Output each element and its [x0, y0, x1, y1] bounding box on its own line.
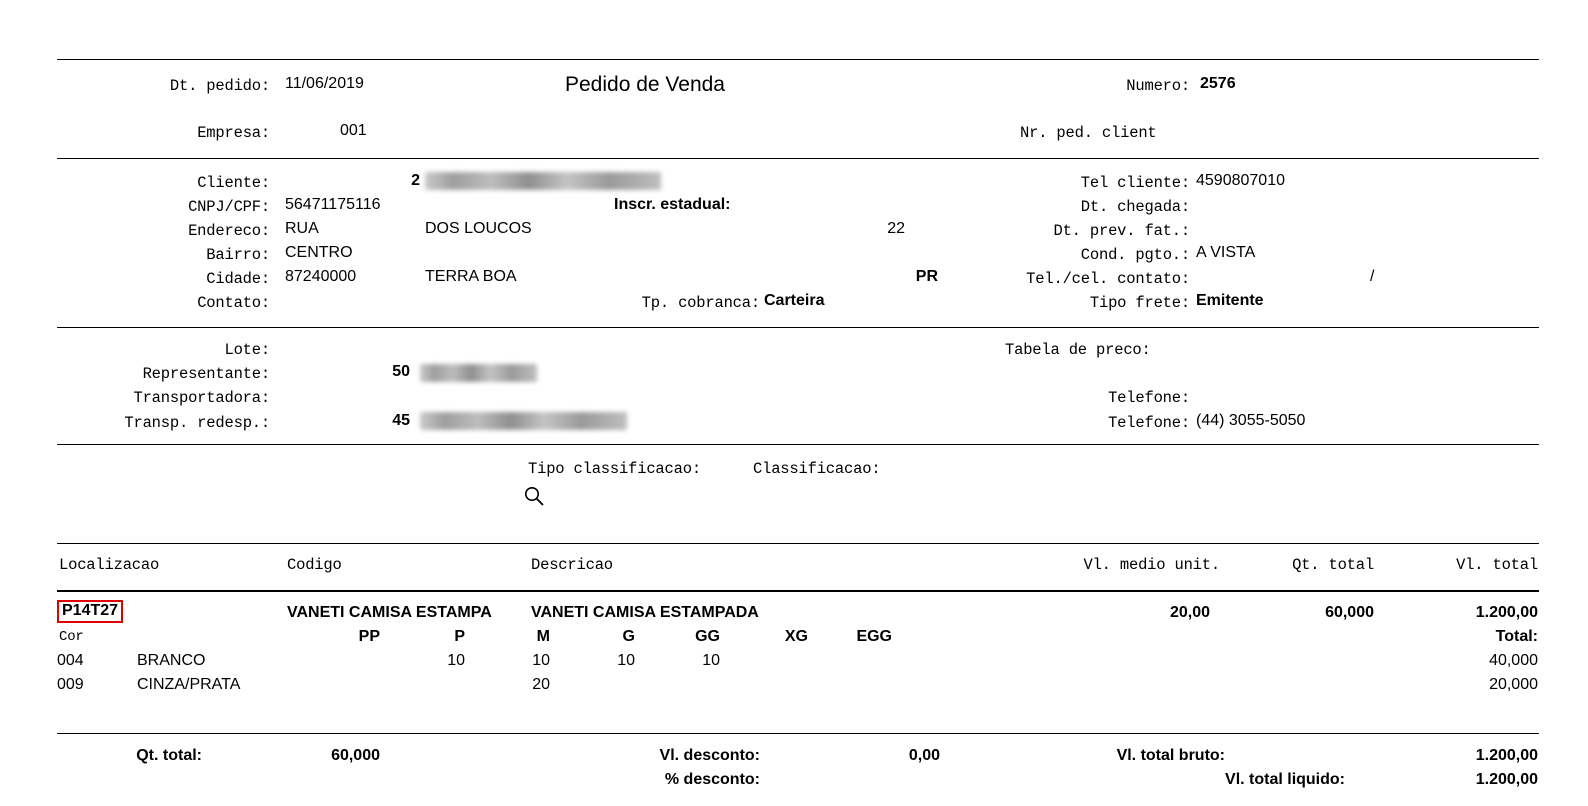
grade-row-code-1: 009 — [57, 676, 84, 693]
tel-cel-contato-label: Tel./cel. contato: — [1026, 270, 1190, 288]
endereco-label: Endereco: — [188, 222, 270, 240]
endereco-numero: 22 — [887, 220, 905, 237]
qt-total-label: Qt. total: — [136, 747, 202, 764]
lote-label: Lote: — [224, 341, 270, 359]
grade-row-code-0: 004 — [57, 652, 84, 669]
size-m: M — [536, 628, 550, 645]
divider-after-client — [57, 327, 1539, 328]
numero-label: Numero: — [1126, 77, 1190, 95]
page-title: Pedido de Venda — [565, 73, 725, 96]
grade-qty-0-m: 10 — [532, 652, 550, 669]
size-egg: EGG — [856, 628, 892, 645]
cnpj-label: CNPJ/CPF: — [188, 198, 270, 216]
vl-desconto-label: Vl. desconto: — [659, 747, 760, 764]
vl-total-liquido-label: Vl. total liquido: — [1225, 771, 1345, 788]
grade-qty-0-p: 10 — [447, 652, 465, 669]
endereco-street: DOS LOUCOS — [425, 220, 532, 237]
dt-pedido-value: 11/06/2019 — [285, 75, 364, 92]
bairro-value: CENTRO — [285, 244, 353, 261]
size-p: P — [454, 628, 465, 645]
grade-row-color-1: CINZA/PRATA — [137, 676, 241, 693]
transp-redesp-label: Transp. redesp.: — [124, 414, 270, 432]
divider-before-table — [57, 543, 1539, 544]
cidade-label: Cidade: — [206, 270, 270, 288]
telefone2-label: Telefone: — [1108, 414, 1190, 432]
size-gg: GG — [695, 628, 720, 645]
item-qt-total: 60,000 — [1325, 604, 1374, 621]
divider-table-header — [57, 590, 1539, 592]
grade-cor-label: Cor — [59, 629, 84, 645]
divider-after-header — [57, 158, 1539, 159]
transportadora-label: Transportadora: — [133, 389, 270, 407]
contato-label: Contato: — [197, 294, 270, 312]
numero-value: 2576 — [1200, 75, 1236, 92]
telefone1-label: Telefone: — [1108, 389, 1190, 407]
col-codigo: Codigo — [287, 556, 342, 574]
grade-row-total-0: 40,000 — [1489, 652, 1538, 669]
tp-cobranca-value: Carteira — [764, 292, 825, 309]
telefone2-value: (44) 3055-5050 — [1196, 412, 1306, 429]
cidade-value: TERRA BOA — [425, 268, 517, 285]
grade-row-color-0: BRANCO — [137, 652, 206, 669]
inscr-estadual-label: Inscr. estadual: — [614, 196, 731, 213]
classificacao-label: Classificacao: — [753, 460, 881, 478]
size-pp: PP — [358, 628, 380, 645]
endereco-value: RUA — [285, 220, 319, 237]
cnpj-value: 56471175116 — [285, 196, 381, 213]
item-descricao: VANETI CAMISA ESTAMPADA — [531, 604, 759, 621]
item-codigo: VANETI CAMISA ESTAMPA — [287, 604, 492, 621]
vl-total-bruto-value: 1.200,00 — [1475, 747, 1538, 764]
cliente-label: Cliente: — [197, 174, 270, 192]
representante-name-redacted — [420, 364, 537, 382]
col-descricao: Descricao — [531, 556, 613, 574]
tipo-frete-label: Tipo frete: — [1089, 294, 1190, 312]
cliente-code: 2 — [411, 172, 420, 189]
empresa-value: 001 — [340, 122, 367, 139]
col-localizacao: Localizacao — [59, 556, 160, 574]
divider-before-totals — [57, 733, 1539, 734]
empresa-label: Empresa: — [197, 124, 270, 142]
grade-total-label: Total: — [1495, 628, 1538, 645]
tel-cliente-label: Tel cliente: — [1080, 174, 1190, 192]
dt-pedido-label: Dt. pedido: — [169, 77, 270, 95]
size-xg: XG — [784, 628, 808, 645]
cliente-name-redacted — [425, 172, 661, 190]
dt-prev-fat-label: Dt. prev. fat.: — [1053, 222, 1190, 240]
divider-after-logistics — [57, 444, 1539, 445]
pct-desconto-label: % desconto: — [664, 771, 760, 788]
col-qt-total: Qt. total — [1292, 556, 1374, 574]
cond-pgto-label: Cond. pgto.: — [1080, 246, 1190, 264]
tel-cliente-value: 4590807010 — [1196, 172, 1285, 189]
grade-qty-0-gg: 10 — [702, 652, 720, 669]
col-vl-total: Vl. total — [1456, 556, 1538, 574]
item-vl-total: 1.200,00 — [1475, 604, 1538, 621]
grade-qty-1-m: 20 — [532, 676, 550, 693]
vl-total-liquido-value: 1.200,00 — [1475, 771, 1538, 788]
transp-redesp-name-redacted — [420, 412, 627, 430]
representante-code: 50 — [392, 363, 410, 380]
size-g: G — [622, 628, 635, 645]
representante-label: Representante: — [142, 365, 270, 383]
vl-total-bruto-label: Vl. total bruto: — [1116, 747, 1225, 764]
tabela-preco-label: Tabela de preco: — [1005, 341, 1151, 359]
magnifier-icon[interactable] — [523, 485, 545, 507]
col-vl-medio-unit: Vl. medio unit. — [1083, 556, 1220, 574]
transp-redesp-code: 45 — [392, 412, 410, 429]
tipo-classificacao-label: Tipo classificacao: — [528, 460, 701, 478]
grade-row-total-1: 20,000 — [1489, 676, 1538, 693]
cond-pgto-value: A VISTA — [1196, 244, 1256, 261]
nr-ped-client-label: Nr. ped. client — [1020, 124, 1157, 142]
bairro-label: Bairro: — [206, 246, 270, 264]
tp-cobranca-label: Tp. cobranca: — [641, 294, 760, 312]
qt-total-value: 60,000 — [331, 747, 380, 764]
vl-desconto-value: 0,00 — [908, 747, 940, 764]
localizacao-highlight[interactable]: P14T27 — [57, 600, 123, 623]
tipo-frete-value: Emitente — [1196, 292, 1264, 309]
dt-chegada-label: Dt. chegada: — [1080, 198, 1190, 216]
divider-top — [57, 59, 1539, 60]
item-vl-medio-unit: 20,00 — [1169, 604, 1210, 621]
tel-cel-contato-value: / — [1370, 268, 1375, 285]
cidade-uf: PR — [915, 268, 938, 285]
cidade-cep: 87240000 — [285, 268, 357, 285]
grade-qty-0-g: 10 — [617, 652, 635, 669]
